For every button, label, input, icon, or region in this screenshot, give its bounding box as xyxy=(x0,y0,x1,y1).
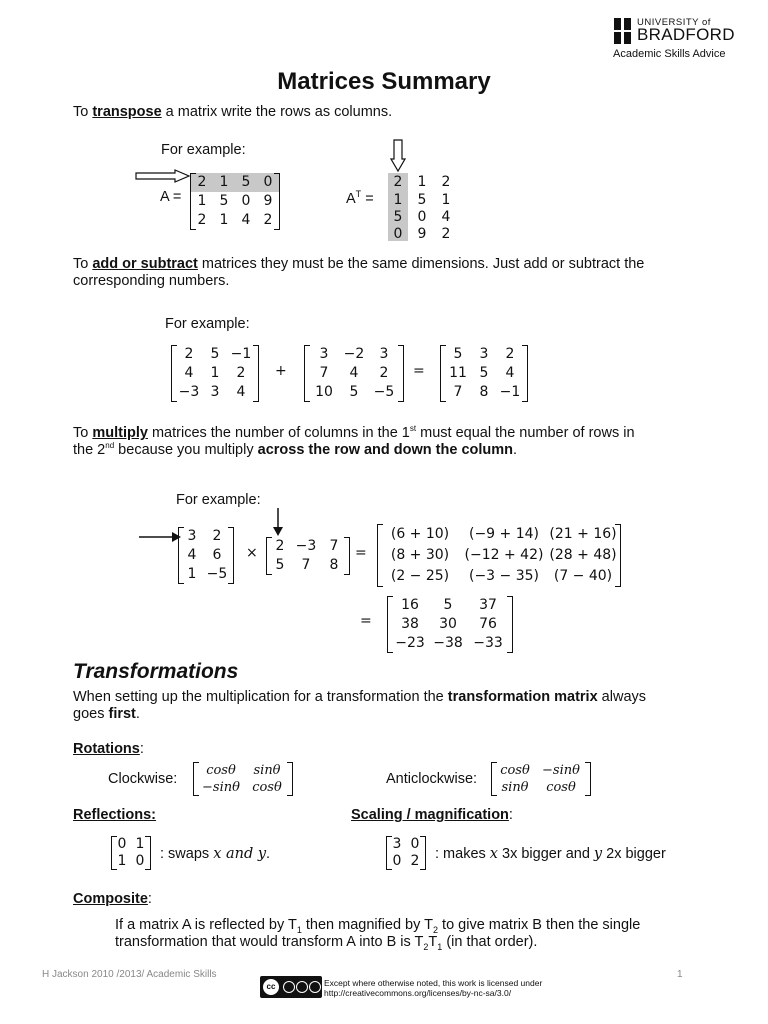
multiply-left-matrix xyxy=(178,527,234,584)
university-logo-icon xyxy=(614,18,632,44)
addsub-example-label: For example: xyxy=(165,316,250,332)
row-arrow-icon xyxy=(138,531,182,543)
transformations-heading: Transformations xyxy=(73,660,239,683)
multiply-intro: To multiply matrices the number of columns in the 1st must equal the number of rows in xyxy=(73,424,635,441)
matrix-at xyxy=(386,173,458,243)
matrix-row: 1 5 0 9 xyxy=(197,193,273,209)
scaling-matrix xyxy=(386,836,426,870)
logo-bradford: BRADFORD xyxy=(637,25,735,44)
matrix-row: 2 −3 7 xyxy=(275,538,339,554)
composite-text-line1: If a matrix A is reflected by $T_1$ then magnified by $T_2$ to give matrix B then the single xyxy=(115,917,641,935)
matrix-row: 3 0 xyxy=(392,836,420,852)
matrix-row: −sinθ cosθ xyxy=(202,780,282,795)
clockwise-matrix xyxy=(193,762,293,796)
scaling-label: Scaling / magnification: xyxy=(351,807,513,823)
matrix-row: −3 3 4 xyxy=(178,384,246,400)
multiply-intro-line2: the 2nd because you multiply across the row and down the column. xyxy=(73,441,518,458)
plus-sign: + xyxy=(275,363,287,379)
matrix-row: 0 9 2 xyxy=(393,226,451,242)
matrix-row: 0 2 xyxy=(392,853,420,869)
matrix-a xyxy=(190,173,280,230)
clockwise-label: Clockwise: xyxy=(108,771,178,787)
logo-subtitle: Academic Skills Advice xyxy=(613,48,726,60)
transformations-intro: When setting up the multiplication for a transformation the transformation matrix always xyxy=(73,689,647,705)
equals-sign: = xyxy=(355,545,367,561)
cc-license-badge-icon: cc xyxy=(260,976,322,998)
multiply-right-matrix xyxy=(266,537,350,575)
column-arrow-icon xyxy=(390,139,406,173)
matrix-row: 10 5 −5 xyxy=(315,384,395,400)
times-sign: × xyxy=(246,545,258,561)
matrix-row: 38 30 76 xyxy=(401,616,497,632)
rotations-label: Rotations: xyxy=(73,741,144,757)
footer-page-number: 1 xyxy=(677,969,683,980)
matrix-row: 3 2 xyxy=(187,528,222,544)
transpose-example-label: For example: xyxy=(161,142,246,158)
matrix-row: 3 −2 3 xyxy=(319,346,389,362)
matrix-a-label: A = xyxy=(160,189,182,205)
matrix-row: 5 7 8 xyxy=(275,557,339,573)
page-title: Matrices Summary xyxy=(277,68,491,95)
anticlockwise-matrix xyxy=(491,762,591,796)
row-arrow-icon xyxy=(135,169,191,183)
reflection-description: : swaps x and y. xyxy=(160,846,271,862)
matrix-row: 1 −5 xyxy=(187,566,228,582)
matrix-row: 7 8 −1 xyxy=(453,384,521,400)
logo-university-of: UNIVERSITY of xyxy=(637,17,711,28)
matrix-row: 5 3 2 xyxy=(453,346,515,362)
matrix-row: 0 1 xyxy=(117,836,145,852)
reflection-matrix xyxy=(111,836,151,870)
scaling-description: : makes x 3x bigger and y 2x bigger xyxy=(435,846,666,862)
transformations-intro-line2: goes first. xyxy=(73,706,140,722)
multiply-result-matrix xyxy=(387,596,513,653)
matrix-row: 2 1 2 xyxy=(393,174,451,190)
matrix-row: 7 4 2 xyxy=(319,365,389,381)
anticlockwise-label: Anticlockwise: xyxy=(386,771,478,787)
matrix-row: 1 5 1 xyxy=(393,192,451,208)
column-arrow-icon xyxy=(272,507,284,537)
matrix-row: 2 1 5 0 xyxy=(191,173,279,192)
composite-label: Composite: xyxy=(73,891,152,907)
addsub-matrix-1 xyxy=(171,345,259,402)
matrix-row: 4 1 2 xyxy=(184,365,246,381)
matrix-row: 2 1 4 2 xyxy=(197,212,273,228)
matrix-row: (6 + 10) (−9 + 14) (21 + 16) xyxy=(390,526,617,542)
matrix-row: (8 + 30) (−12 + 42) (28 + 48) xyxy=(390,547,617,563)
transpose-intro: To transpose a matrix write the rows as columns. xyxy=(73,104,393,120)
matrix-row: (2 − 25) (−3 − 35) (7 − 40) xyxy=(390,568,613,584)
addsub-intro-line2: corresponding numbers. xyxy=(73,273,230,289)
matrix-row: cosθ sinθ xyxy=(206,763,281,778)
reflections-label: Reflections: xyxy=(73,807,156,823)
multiply-expanded-matrix xyxy=(377,524,621,587)
footer-author: H Jackson 2010 /2013/ Academic Skills xyxy=(42,969,217,980)
matrix-at-label: $A^T$ = xyxy=(346,189,374,207)
equals-sign: = xyxy=(360,613,372,629)
matrix-row: 4 6 xyxy=(187,547,222,563)
addsub-matrix-2 xyxy=(304,345,404,402)
addsub-matrix-3 xyxy=(440,345,528,402)
composite-text-line2: transformation that would transform A into B is $T_2T_1$ (in that order). xyxy=(115,934,538,952)
matrix-row: 1 0 xyxy=(117,853,145,869)
matrix-row: 16 5 37 xyxy=(401,597,497,613)
matrix-row: 5 0 4 xyxy=(393,209,451,225)
footer-license-link[interactable]: http://creativecommons.org/licenses/by-nc-sa/3.0/ xyxy=(324,988,512,998)
multiply-example-label: For example: xyxy=(176,492,261,508)
matrix-row: 2 5 −1 xyxy=(184,346,252,362)
matrix-row: sinθ cosθ xyxy=(501,780,576,795)
footer-license-text: Except where otherwise noted, this work is licensed under xyxy=(324,978,543,988)
addsub-intro: To add or subtract matrices they must be the same dimensions. Just add or subtract the xyxy=(73,256,645,272)
matrix-row: cosθ −sinθ xyxy=(500,763,580,778)
matrix-row: 11 5 4 xyxy=(449,365,515,381)
matrix-row: −23 −38 −33 xyxy=(395,635,503,651)
equals-sign: = xyxy=(413,363,425,379)
